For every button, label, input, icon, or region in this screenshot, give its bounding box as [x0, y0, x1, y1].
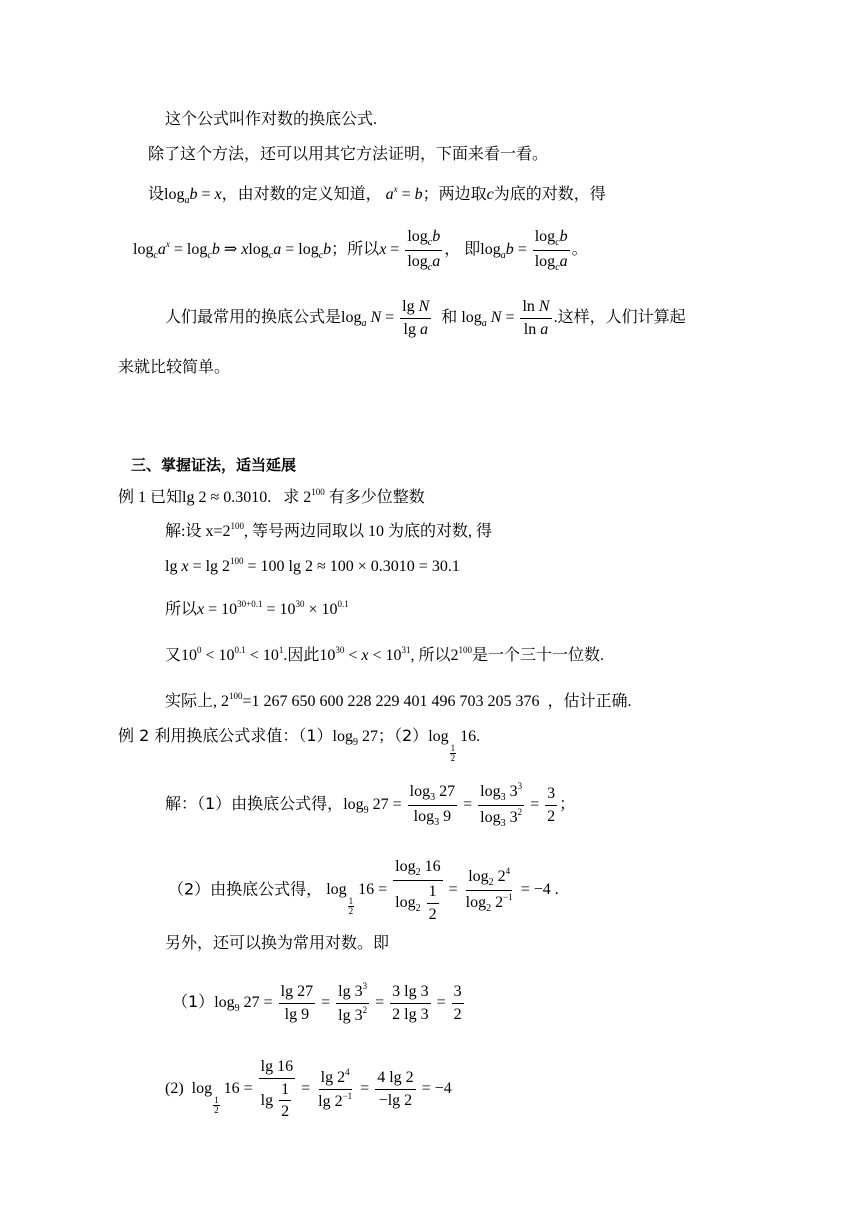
- math: $\log_ab = x$: [164, 186, 222, 206]
- common-log-1: [172, 982, 466, 1024]
- section-heading: 三、掌握证法，适当延展: [131, 456, 297, 474]
- math: $a^x = b$: [385, 184, 423, 203]
- label: (2): [165, 1080, 184, 1098]
- label: 和: [441, 308, 458, 326]
- equation-lg: $\lg x = \lg 2^{100} = 100$ lg 2 ≈ 100 × 0.3010 = 30.1: [165, 556, 460, 575]
- label: ，由对数的定义知道，: [221, 186, 382, 203]
- math: $\log_a N$ = $\frac{\text{ln N}}{\text{ln a}}$: [461, 298, 550, 338]
- label: 例 1 已知: [118, 489, 183, 506]
- text-line-6: 来就比较简单。: [118, 359, 231, 376]
- math: log $\frac{1}{2}$ 16 = lg 16 lg $\frac{1}{2}$ = $\frac{\lg 2^4}{\lg 2^{-1}}$ = $\frac{4 \lg 2}{-\lg 2}$ = −4: [191, 1058, 452, 1121]
- text-also: 另外，还可以换为常用对数。即: [165, 933, 390, 952]
- big-number: =1 267 650 600 228 229 401 496 703 205 376: [242, 693, 540, 710]
- text-line-3: [148, 185, 606, 206]
- solution-2-1: [165, 782, 575, 829]
- math: 100: [230, 521, 244, 531]
- math: log $\frac{1}{2}$ 16.: [428, 728, 481, 763]
- label: 设: [148, 186, 165, 203]
- label: （2）由换底公式得，: [168, 879, 323, 899]
- example-1: [118, 488, 425, 506]
- solution-1: [165, 522, 492, 540]
- math: $\log_ab$ = $\frac{\log_cb}{\log_ca}$: [480, 228, 568, 273]
- math: $\log_9 27$: [332, 728, 378, 748]
- label: 实际上,: [165, 693, 218, 710]
- label: 。: [571, 241, 588, 259]
- label: ，估计正确.: [547, 693, 632, 710]
- math: x = $\frac{\log_cb}{\log_ca}$: [379, 228, 441, 273]
- example-2: [118, 728, 480, 763]
- text-line-4: [133, 228, 588, 273]
- math: c: [486, 186, 494, 203]
- math: log $\frac{1}{2}$ 16 = $\log_2 16$ $\log_2$ $\frac{1}{2}$ = $\frac{\log_2 2^4}{\log_2 2^{-1}}$ = −4 .: [326, 858, 559, 923]
- label: （1）: [172, 991, 215, 1011]
- math: $\log_9 27$ = $\frac{\log_3 27}{\log_3 9}$ = $\frac{\log_3 3^3}{\log_3 3^2}$ = $\frac{3}{2}$ ；: [343, 781, 576, 829]
- label: 有多少位整数: [324, 489, 425, 506]
- label: 所以: [165, 601, 198, 618]
- label: 为底的对数，得: [493, 186, 606, 203]
- label: ；所以: [331, 241, 380, 259]
- label: 例 2 利用换底公式求值：（1）: [118, 726, 333, 745]
- math: $\log_a N$ = $\frac{\text{lg N}}{\text{lg a}}$: [341, 298, 430, 338]
- label: 是一个三十一位数.: [472, 647, 605, 664]
- label: 人们最常用的换底公式是: [165, 308, 342, 326]
- math: $\log_ca^x = \log_cb$ ⇒ $xlog_ca = \log_cb$: [133, 239, 332, 262]
- label: .这样，人们计算起: [553, 308, 686, 326]
- label: 解:设 x=2: [165, 523, 231, 540]
- equation-again: 又$10^0 < 10^{0.1} < 10^1$.因此$10^{30} < x < 10^{31}$, 所以$2^{100}$是一个三十一位数.: [165, 645, 605, 664]
- equation-actual: 实际上, $2^{100}=1$ 267 650 600 228 229 401 496 703 205 376 ，估计正确.: [165, 691, 632, 710]
- label: 解：（1）由换底公式得，: [165, 794, 344, 814]
- label: ；两边取: [422, 186, 487, 203]
- label: 求 2: [283, 489, 312, 506]
- label: , 所以: [410, 647, 451, 664]
- text-line-2: 除了这个方法，还可以用其它方法证明，下面来看一看。: [148, 146, 549, 163]
- label: 又: [165, 647, 182, 664]
- common-log-2: [165, 1058, 452, 1121]
- equation-so: 所以$x = 10^{30+0.1} = 10^{30} \times 10^{0.1}$: [165, 599, 349, 618]
- text-line-5: [165, 298, 686, 338]
- math: $\log_9 27$ = $\frac{\lg 27}{\lg 9}$ = $\frac{\lg 3^3}{\lg 3^2}$ = $\frac{3 \lg 3}{2 \lg 3}$ = $\frac{3}{2}$: [214, 981, 462, 1024]
- label: ；（2）: [378, 726, 429, 745]
- math: lg 2 ≈ 0.3010.: [182, 489, 272, 506]
- text-line-1: 这个公式叫作对数的换底公式.: [165, 111, 378, 128]
- label: ， 即: [444, 241, 481, 259]
- label: , 等号两边同取以 10 为底的对数, 得: [243, 523, 492, 540]
- label: .因此: [283, 647, 320, 664]
- math: 100: [311, 487, 325, 497]
- solution-2-2: [168, 858, 559, 923]
